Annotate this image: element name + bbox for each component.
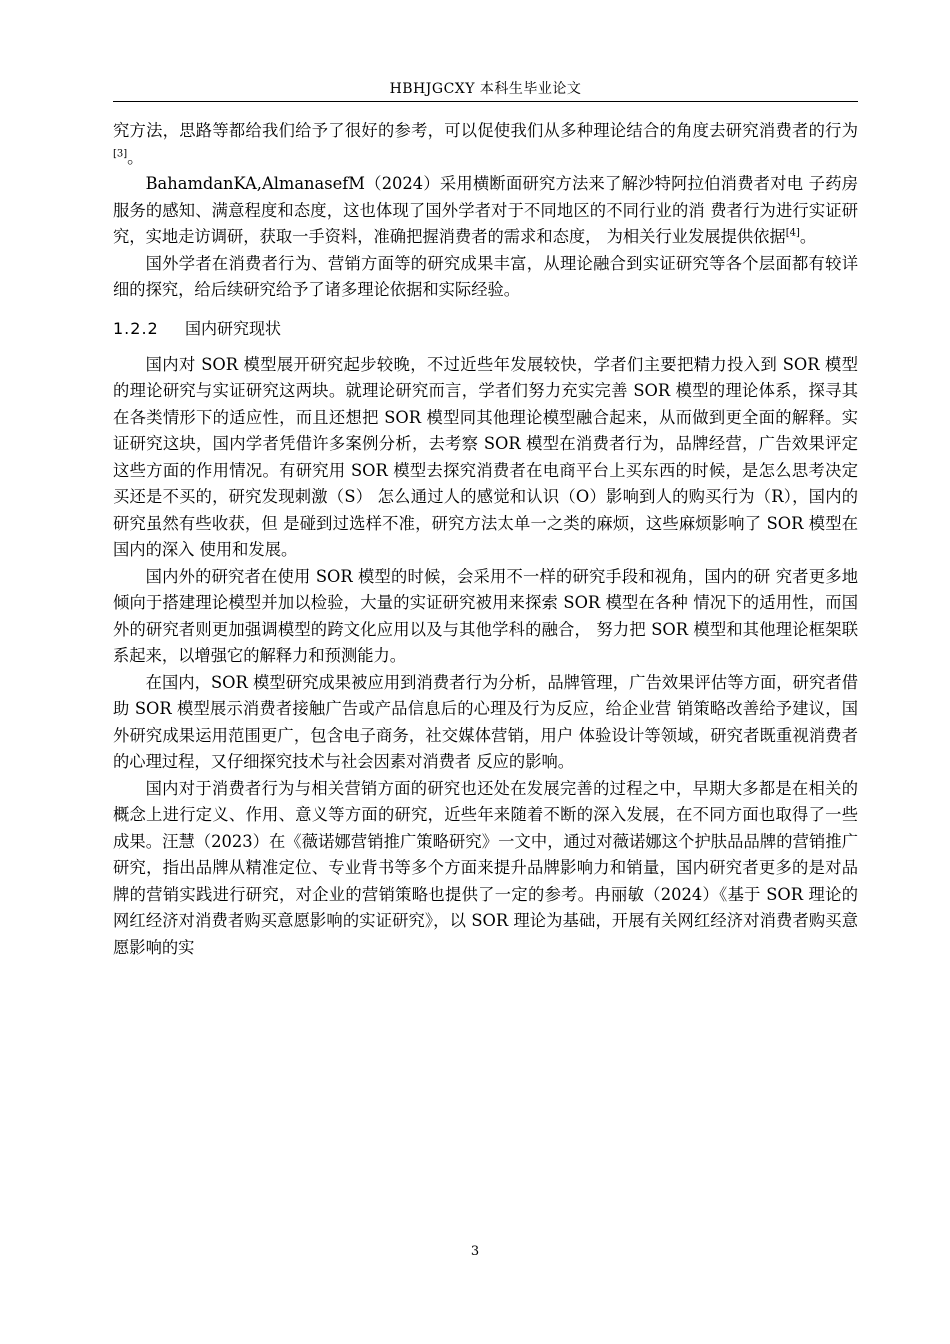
paragraph-domestic-sor: 国内对 SOR 模型展开研究起步较晚，不过近些年发展较快，学者们主要把精力投入到 SOR 模型的理论研究与实证研究这两块。就理论研究而言，学者们努力充实完善 SOR 模型的理论体系，探寻其在各类情形下的适应性，而且还想把 SOR 模型同其他理论模型融合起来，从而做到更全面的解释。实证研究这块，国内学者凭借许多案例分析，去考察 SOR 模型在消费者行为，品牌经营，广告效果评定这些方面的作用情况。有研究用 SOR 模型去探究消费者在电商平台上买东西的时候，是怎么思考决定买还是不买的，研究发现刺激（S） 怎么通过人的感觉和认识（O）影响到人的购买行为（R），国内的研究虽然有些收获，但 是碰到过选样不准，研究方法太单一之类的麻烦，这些麻烦影响了 SOR 模型在国内的深入 使用和发展。 bbox=[113, 354, 858, 559]
paragraph-foreign-summary: 国外学者在消费者行为、营销方面等的研究成果丰富，从理论融合到实证研究等各个层面都有较详细的探究，给后续研究给予了诸多理论依据和实际经验。 bbox=[113, 253, 858, 299]
paragraph-comparison: 国内外的研究者在使用 SOR 模型的时候，会采用不一样的研究手段和视角，国内的研 究者更多地倾向于搭建理论模型并加以检验，大量的实证研究被用来探索 SOR 模型在各种 情况下的适用性，而国外的研究者则更加强调模型的跨文化应用以及与其他学科的融合， 努力把 SOR 模型和其他理论框架联系起来，以增强它的解释力和预测能力。 bbox=[113, 566, 858, 665]
section-number: 1.2.2 bbox=[113, 318, 159, 338]
paragraph-domestic-marketing: 国内对于消费者行为与相关营销方面的研究也还处在发展完善的过程之中，早期大多都是在相关的概念上进行定义、作用、意义等方面的研究，近些年来随着不断的深入发展，在不同方面也取得了一些成果。汪慧（2023）在《薇诺娜营销推广策略研究》一文中，通过对薇诺娜这个护肤品品牌的营销推广研究，指出品牌从精准定位、专业背书等多个方面来提升品牌影响力和销量，国内研究者更多的是对品牌的营销实践进行研究，对企业的营销策略也提供了一定的参考。冉丽敏（2024）《基于 SOR 理论的网红经济对消费者购买意愿影响的实证研究》，以 SOR 理论为基础，开展有关网红经济对消费者购买意愿影响的实 bbox=[113, 778, 858, 957]
paragraph-bahamdan bbox=[113, 171, 858, 251]
paragraph-end: 。 bbox=[127, 147, 144, 167]
paragraph-text: 究方法，思路等都给我们给予了很好的参考，可以促使我们从多种理论结合的角度去研究消费者的行为 bbox=[113, 121, 858, 140]
page-number: 3 bbox=[470, 1244, 480, 1259]
citation-ref[interactable]: [4] bbox=[785, 227, 800, 239]
section-title: 国内研究现状 bbox=[185, 318, 282, 338]
paragraph-continuation bbox=[113, 118, 858, 171]
header-divider bbox=[113, 101, 858, 102]
section-heading bbox=[113, 316, 858, 342]
page-body bbox=[113, 118, 858, 961]
paragraph-applications: 在国内，SOR 模型研究成果被应用到消费者行为分析，品牌管理，广告效果评估等方面，研究者借助 SOR 模型展示消费者接触广告或产品信息后的心理及行为反应，给企业营 销策略改善给予建议，国外研究成果运用范围更广，包含电子商务，社交媒体营销，用户 体验设计等领域，研究者既重视消费者的心理过程，又仔细探究技术与社会因素对消费者 反应的影响。 bbox=[113, 672, 858, 771]
running-header: HBHJGCXY 本科生毕业论文 bbox=[389, 81, 582, 97]
citation-ref[interactable]: [3] bbox=[113, 148, 128, 160]
paragraph-text: BahamdanKA,AlmanasefM（2024）采用横断面研究方法来了解沙特阿拉伯消费者对电 子药房服务的感知、满意程度和态度，这也体现了国外学者对于不同地区的不同行业的消 费者行为进行实证研究，实地走访调研，获取一手资料，准确把握消费者的需求和态度， 为相关行业发展提供依据 bbox=[113, 174, 858, 246]
paragraph-end: 。 bbox=[799, 227, 817, 246]
